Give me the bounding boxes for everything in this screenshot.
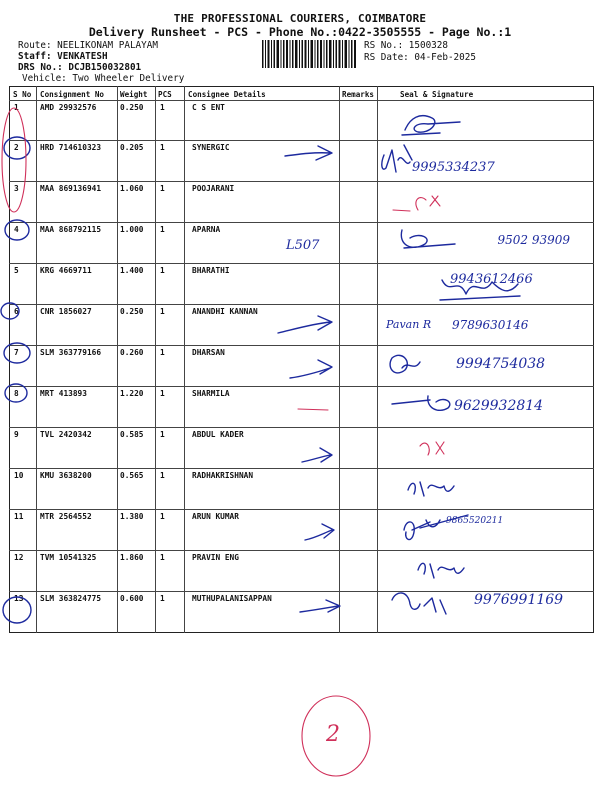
cell-pcs: 1 [160, 266, 165, 275]
cell-consignee: BHARATHI [192, 266, 230, 275]
cell-pcs: 1 [160, 594, 165, 603]
row-divider [9, 100, 594, 101]
row-divider [9, 550, 594, 551]
cell-weight: 0.565 [120, 471, 144, 480]
row-divider [9, 509, 594, 510]
handwritten-note-row4: L507 [286, 238, 320, 253]
barcode [262, 40, 357, 68]
cell-consignment: CNR 1856027 [40, 307, 92, 316]
handwritten-phone-row13: 9976991169 [474, 592, 564, 608]
cell-consignee: ARUN KUMAR [192, 512, 239, 521]
header-sno: S No [13, 90, 32, 99]
cell-consignee: SHARMILA [192, 389, 230, 398]
cell-consignee: PRAVIN ENG [192, 553, 239, 562]
row-divider [9, 304, 594, 305]
handwritten-phone-row2: 9995334237 [412, 160, 495, 175]
cell-consignment: MAA 868792115 [40, 225, 102, 234]
handwritten-phone-row7: 9994754038 [456, 356, 546, 372]
cell-consignee: MUTHUPALANISAPPAN [192, 594, 272, 603]
row-divider [9, 386, 594, 387]
header-consignment: Consignment No [40, 90, 105, 99]
cell-sno: 4 [14, 225, 19, 234]
handwritten-circle-mark: 2 [326, 722, 340, 747]
cell-weight: 0.205 [120, 143, 144, 152]
cell-weight: 1.380 [120, 512, 144, 521]
cell-weight: 1.060 [120, 184, 144, 193]
cell-weight: 0.250 [120, 103, 144, 112]
cell-pcs: 1 [160, 184, 165, 193]
cell-consignment: SLM 363779166 [40, 348, 102, 357]
cell-sno: 12 [14, 553, 24, 562]
cell-pcs: 1 [160, 512, 165, 521]
cell-weight: 0.585 [120, 430, 144, 439]
handwritten-name-row6: Pavan R [386, 318, 432, 331]
row-divider [9, 427, 594, 428]
cell-consignment: MAA 869136941 [40, 184, 102, 193]
row-divider [9, 181, 594, 182]
cell-consignment: MTR 2564552 [40, 512, 92, 521]
cell-consignee: ANANDHI KANNAN [192, 307, 258, 316]
drs-number: DRS No.: DCJB150032801 [18, 62, 142, 73]
cell-sno: 10 [14, 471, 24, 480]
row-divider [9, 345, 594, 346]
row-divider [9, 263, 594, 264]
handwritten-phone-row8: 9629932814 [454, 398, 544, 414]
cell-pcs: 1 [160, 471, 165, 480]
cell-consignee: SYNERGIC [192, 143, 230, 152]
cell-consignee: DHARSAN [192, 348, 225, 357]
cell-weight: 0.600 [120, 594, 144, 603]
cell-pcs: 1 [160, 553, 165, 562]
cell-sno: 6 [14, 307, 19, 316]
cell-weight: 1.400 [120, 266, 144, 275]
cell-weight: 1.000 [120, 225, 144, 234]
cell-consignment: MRT 413893 [40, 389, 87, 398]
cell-sno: 8 [14, 389, 19, 398]
cell-consignment: TVL 2420342 [40, 430, 92, 439]
handwritten-phone-row6: 9789630146 [452, 318, 529, 332]
cell-sno: 3 [14, 184, 19, 193]
cell-pcs: 1 [160, 103, 165, 112]
cell-pcs: 1 [160, 348, 165, 357]
handwritten-phone-row5: 9943612466 [450, 272, 533, 287]
cell-sno: 5 [14, 266, 19, 275]
staff-label: Staff: VENKATESH [18, 51, 108, 62]
cell-consignee: ABDUL KADER [192, 430, 244, 439]
cell-consignment: KRG 4669711 [40, 266, 92, 275]
cell-consignee: C S ENT [192, 103, 225, 112]
row-divider [9, 468, 594, 469]
cell-pcs: 1 [160, 143, 165, 152]
cell-consignment: HRD 714610323 [40, 143, 102, 152]
header-pcs: PCS [158, 90, 172, 99]
row-divider [9, 140, 594, 141]
cell-sno: 11 [14, 512, 24, 521]
cell-consignment: TVM 10541325 [40, 553, 97, 562]
company-title: THE PROFESSIONAL COURIERS, COIMBATORE [173, 12, 427, 25]
cell-sno: 7 [14, 348, 19, 357]
vehicle-label: Vehicle: Two Wheeler Delivery [22, 73, 185, 84]
row-divider [9, 222, 594, 223]
cell-pcs: 1 [160, 225, 165, 234]
cell-sno: 13 [14, 594, 24, 603]
cell-pcs: 1 [160, 430, 165, 439]
cell-consignee: RADHAKRISHNAN [192, 471, 254, 480]
handwritten-phone-row4: 9502 93909 [497, 233, 570, 247]
cell-consignment: KMU 3638200 [40, 471, 92, 480]
rs-date: RS Date: 04-Feb-2025 [364, 52, 476, 63]
cell-sno: 9 [14, 430, 19, 439]
cell-sno: 1 [14, 103, 19, 112]
cell-weight: 0.250 [120, 307, 144, 316]
cell-consignee: POOJARANI [192, 184, 235, 193]
cell-weight: 0.260 [120, 348, 144, 357]
header-remarks: Remarks [342, 90, 375, 99]
cell-consignment: SLM 363824775 [40, 594, 102, 603]
header-weight: Weight [120, 90, 148, 99]
cell-weight: 1.860 [120, 553, 144, 562]
handwritten-phone-row11: 9865520211 [446, 516, 504, 526]
cell-pcs: 1 [160, 307, 165, 316]
header-consignee: Consignee Details [188, 90, 266, 99]
runsheet-subtitle: Delivery Runsheet - PCS - Phone No.:0422-3505555 - Page No.:1 [88, 25, 512, 39]
cell-pcs: 1 [160, 389, 165, 398]
cell-consignment: AMD 29932576 [40, 103, 97, 112]
cell-weight: 1.220 [120, 389, 144, 398]
rs-number: RS No.: 1500328 [364, 40, 448, 51]
route-label: Route: NEELIKONAM PALAYAM [18, 40, 158, 51]
header-seal-signature: Seal & Signature [400, 90, 474, 99]
cell-consignee: APARNA [192, 225, 221, 234]
cell-sno: 2 [14, 143, 19, 152]
